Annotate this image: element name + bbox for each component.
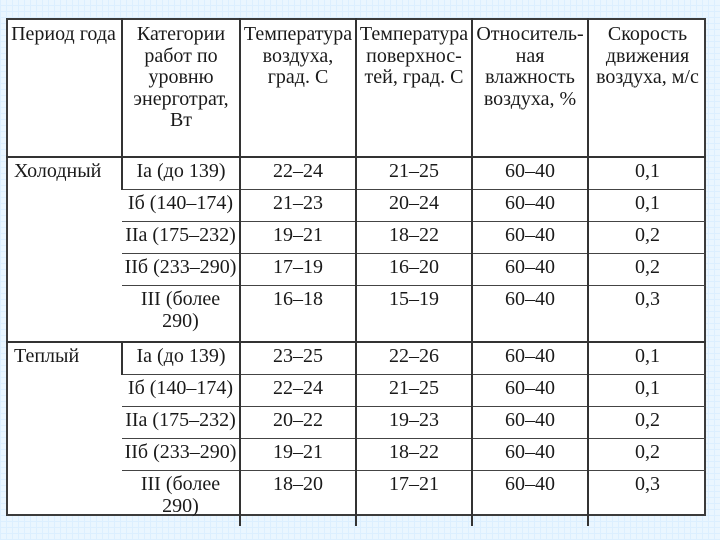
air-speed-cell: 0,2: [588, 222, 706, 254]
humidity-cell: 60–40: [472, 375, 588, 407]
header-surface-temp: Температура поверхнос-тей, град. С: [356, 18, 472, 157]
air-speed-cell: 0,1: [588, 342, 706, 375]
microclimate-table: [6, 18, 706, 526]
header-category: Категории работ по уровню энерготрат, Вт: [122, 18, 240, 157]
air-temp-cell: 16–18: [240, 286, 356, 343]
air-speed-cell: 0,1: [588, 190, 706, 222]
header-row: [6, 18, 706, 157]
category-cell: III (более 290): [122, 471, 240, 527]
humidity-cell: 60–40: [472, 342, 588, 375]
humidity-cell: 60–40: [472, 439, 588, 471]
air-temp-cell: 18–20: [240, 471, 356, 527]
humidity-cell: 60–40: [472, 286, 588, 343]
category-cell: IIa (175–232): [122, 222, 240, 254]
air-temp-cell: 17–19: [240, 254, 356, 286]
period-cell: Теплый: [6, 342, 122, 526]
surface-temp-cell: 15–19: [356, 286, 472, 343]
period-cell: Холодный: [6, 157, 122, 342]
air-speed-cell: 0,1: [588, 375, 706, 407]
category-cell: IIб (233–290): [122, 439, 240, 471]
air-temp-cell: 20–22: [240, 407, 356, 439]
air-speed-cell: 0,3: [588, 286, 706, 343]
air-temp-cell: 22–24: [240, 375, 356, 407]
air-temp-cell: 19–21: [240, 439, 356, 471]
surface-temp-cell: 22–26: [356, 342, 472, 375]
category-cell: IIб (233–290): [122, 254, 240, 286]
header-period: Период года: [6, 18, 122, 157]
category-cell: III (более 290): [122, 286, 240, 343]
air-temp-cell: 22–24: [240, 157, 356, 190]
humidity-cell: 60–40: [472, 254, 588, 286]
air-speed-cell: 0,2: [588, 254, 706, 286]
category-cell: Ia (до 139): [122, 157, 240, 190]
air-temp-cell: 19–21: [240, 222, 356, 254]
air-speed-cell: 0,2: [588, 439, 706, 471]
category-cell: Ia (до 139): [122, 342, 240, 375]
humidity-cell: 60–40: [472, 407, 588, 439]
category-cell: Iб (140–174): [122, 190, 240, 222]
surface-temp-cell: 19–23: [356, 407, 472, 439]
air-temp-cell: 21–23: [240, 190, 356, 222]
surface-temp-cell: 18–22: [356, 222, 472, 254]
humidity-cell: 60–40: [472, 471, 588, 527]
header-humidity: Относитель-ная влажность воздуха, %: [472, 18, 588, 157]
air-speed-cell: 0,1: [588, 157, 706, 190]
header-air-temp: Температура воздуха, град. С: [240, 18, 356, 157]
air-speed-cell: 0,2: [588, 407, 706, 439]
air-speed-cell: 0,3: [588, 471, 706, 527]
humidity-cell: 60–40: [472, 222, 588, 254]
surface-temp-cell: 16–20: [356, 254, 472, 286]
header-air-speed: Скорость движения воздуха, м/с: [588, 18, 706, 157]
surface-temp-cell: 21–25: [356, 375, 472, 407]
category-cell: IIa (175–232): [122, 407, 240, 439]
humidity-cell: 60–40: [472, 157, 588, 190]
humidity-cell: 60–40: [472, 190, 588, 222]
table-row: [6, 157, 706, 190]
table-row: [6, 342, 706, 375]
surface-temp-cell: 17–21: [356, 471, 472, 527]
category-cell: Iб (140–174): [122, 375, 240, 407]
surface-temp-cell: 21–25: [356, 157, 472, 190]
surface-temp-cell: 20–24: [356, 190, 472, 222]
air-temp-cell: 23–25: [240, 342, 356, 375]
surface-temp-cell: 18–22: [356, 439, 472, 471]
